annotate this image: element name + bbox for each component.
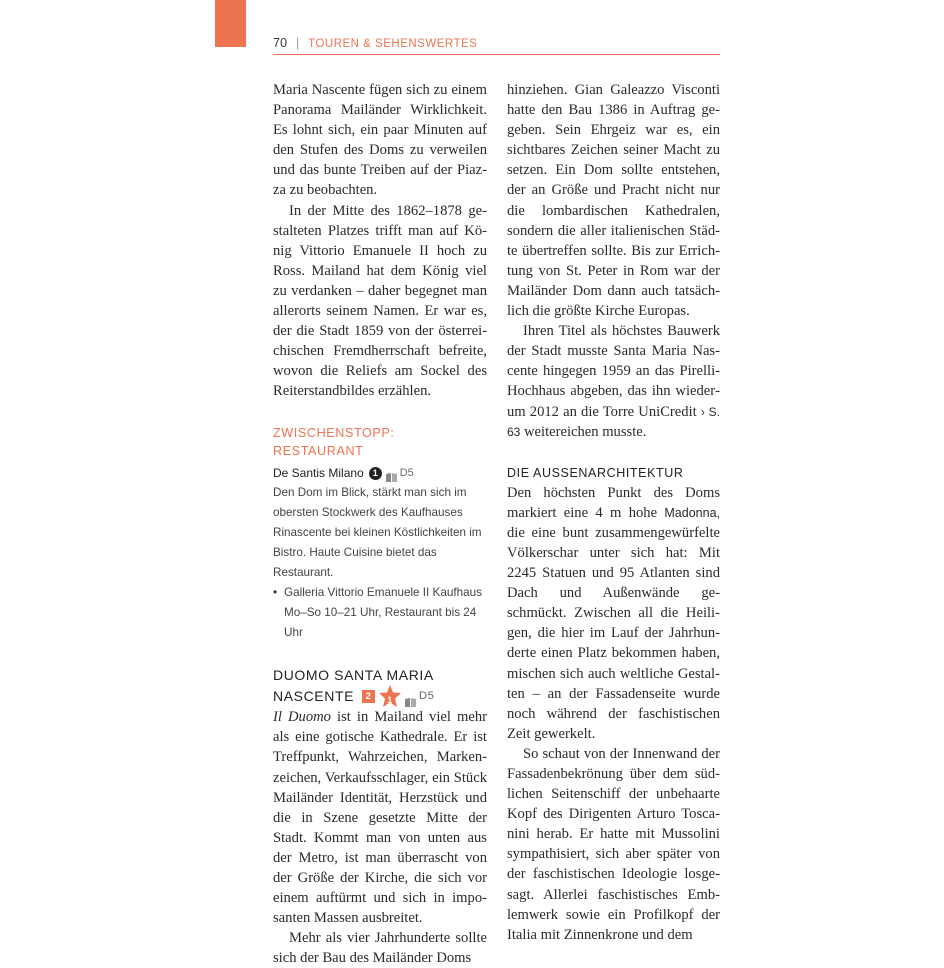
venue-line <box>273 464 487 483</box>
paragraph: hinziehen. Gian Galeazzo Visconti hatte den Bau 1386 in Auftrag gegeben. Sein Ehrgeiz war es, ein sichtbares Zeichen seiner Macht zu setzen. Ein Dom sollte entstehen, der an Größe und Pracht nicht nur die lombardischen Kathedralen, sondern die aller italienischen Städte übertreffen sollte. Bis zur Errichtung von St. Peter in Rom war der Mailänder Dom dann auch tatsächlich die größte Kirche Europas. <box>507 82 720 320</box>
venue-description: Den Dom im Blick, stärkt man sich im obersten Stockwerk des Kaufhauses Rinascente bei kleinen Köstlichkeiten im Bistro. Haute Cuisine bietet das Restaurant. <box>273 485 482 579</box>
highlight-term: Madonna, <box>664 505 720 520</box>
stopover-heading: ZWISCHENSTOPP: RESTAURANT <box>273 425 395 458</box>
paragraph-text: Den höchsten Punkt des Doms markiert eine 4 m hohe <box>507 484 720 521</box>
section-title: TOUREN & SEHENSWERTES <box>308 38 478 50</box>
right-column <box>507 80 720 945</box>
left-column <box>273 80 487 968</box>
duomo-heading: DUOMO SANTA MARIA <box>273 667 434 684</box>
page-reference-link[interactable]: › S. 63 <box>507 404 720 439</box>
page-number: 70 <box>273 36 288 50</box>
running-header <box>273 34 720 55</box>
duomo-heading-text: NASCENTE <box>273 688 355 705</box>
paragraph: Mehr als vier Jahrhunderte sollte sich der Bau des Mailänder Doms <box>273 930 487 967</box>
subsection-heading: DIE AUSSENARCHITEKTUR <box>507 465 684 480</box>
paragraph-text: ist in Mailand viel mehr als eine gotische Kathedrale. Er ist Treffpunkt, Wahrzeichen, Markenzeichen, Verkaufsschlager, ein Stück Mailänder Identität, Herzstück und die in Szene gesetzte Mitte der Stadt. Kommt man von unten aus der Metro, ist man überrascht von der Größe der Kirche, die sich vor einem auftürmt und sich in imposanten Massen ausbreitet. <box>273 709 487 927</box>
paragraph-text: Ihren Titel als höchstes Bauwerk der Stadt musste Santa Maria Nascente hingegen 1959 an das Pirelli-Hochhaus abgeben, das ihn wiederum 2012 an die Torre UniCredit <box>507 323 720 420</box>
paragraph <box>507 483 720 744</box>
paragraph: In der Mitte des 1862–1878 gestalteten Platzes trifft man auf König Vittorio Emanuele II hoch zu Ross. Mailand hat dem König viel zu verdanken – daher begegnet man allerorts seinem Namen. Er war es, der die Stadt 1859 von der österreichischen Fremdherrschaft befreite, wovon die Reliefs am Sockel des Reiterstandbildes erzählen. <box>273 202 487 400</box>
paragraph: So schaut von der Innenwand der Fassadenbekrönung über dem südlichen Seitenschiff der unbehaarte Kopf des Dirigenten Arturo Toscanini herab. Er hatte mit Mussolini sympathisiert, sich aber später von der faschistischen Ideologie losgesagt. Allerlei faschistisches Emblemwerk sowie ein Profilkopf der Italia mit Zinnenkrone und dem <box>507 745 720 943</box>
page-tab-marker <box>215 0 246 47</box>
italic-title: Il Duomo <box>273 709 331 726</box>
paragraph: Maria Nascente fügen sich zu einem Panorama Mailänder Wirklichkeit. Es lohnt sich, ein paar Minuten auf den Stufen des Doms zu verweilen und das bunte Treiben auf der Piazza zu beobachten. <box>273 82 487 199</box>
map-book-icon <box>386 469 397 478</box>
venue-number-badge: 1 <box>369 467 382 480</box>
paragraph-text: weitereichen musste. <box>520 423 647 440</box>
duomo-heading-line2 <box>273 685 487 707</box>
map-grid-ref: D5 <box>399 466 414 479</box>
sight-number-badge: 2 <box>362 690 375 703</box>
star-number: 1 <box>387 695 393 706</box>
paragraph-text: die eine bunt zusammengewürfelte Völkerschar unter sich hat: Mit 2245 Statuen und 95 Atlanten sind Dach und Außenwände geschmückt. Zwischen all die Heiligen, die hier im Lauf der Jahrhunderte einen Platz bekommen haben, mischen sich auch weltliche Gestalten – an der Fassadenseite wurde noch während der faschistischen Zeit gewerkelt. <box>507 524 720 742</box>
map-book-icon <box>405 692 416 701</box>
paragraph <box>507 321 720 442</box>
header-separator: | <box>296 36 300 50</box>
paragraph <box>273 707 487 928</box>
map-grid-ref: D5 <box>419 690 435 703</box>
star-icon <box>379 685 401 707</box>
venue-name: De Santis Milano <box>273 465 364 480</box>
venue-info: • Galleria Vittorio Emanuele II Kaufhaus Mo–So 10–21 Uhr, Restaurant bis 24 Uhr <box>273 583 487 643</box>
